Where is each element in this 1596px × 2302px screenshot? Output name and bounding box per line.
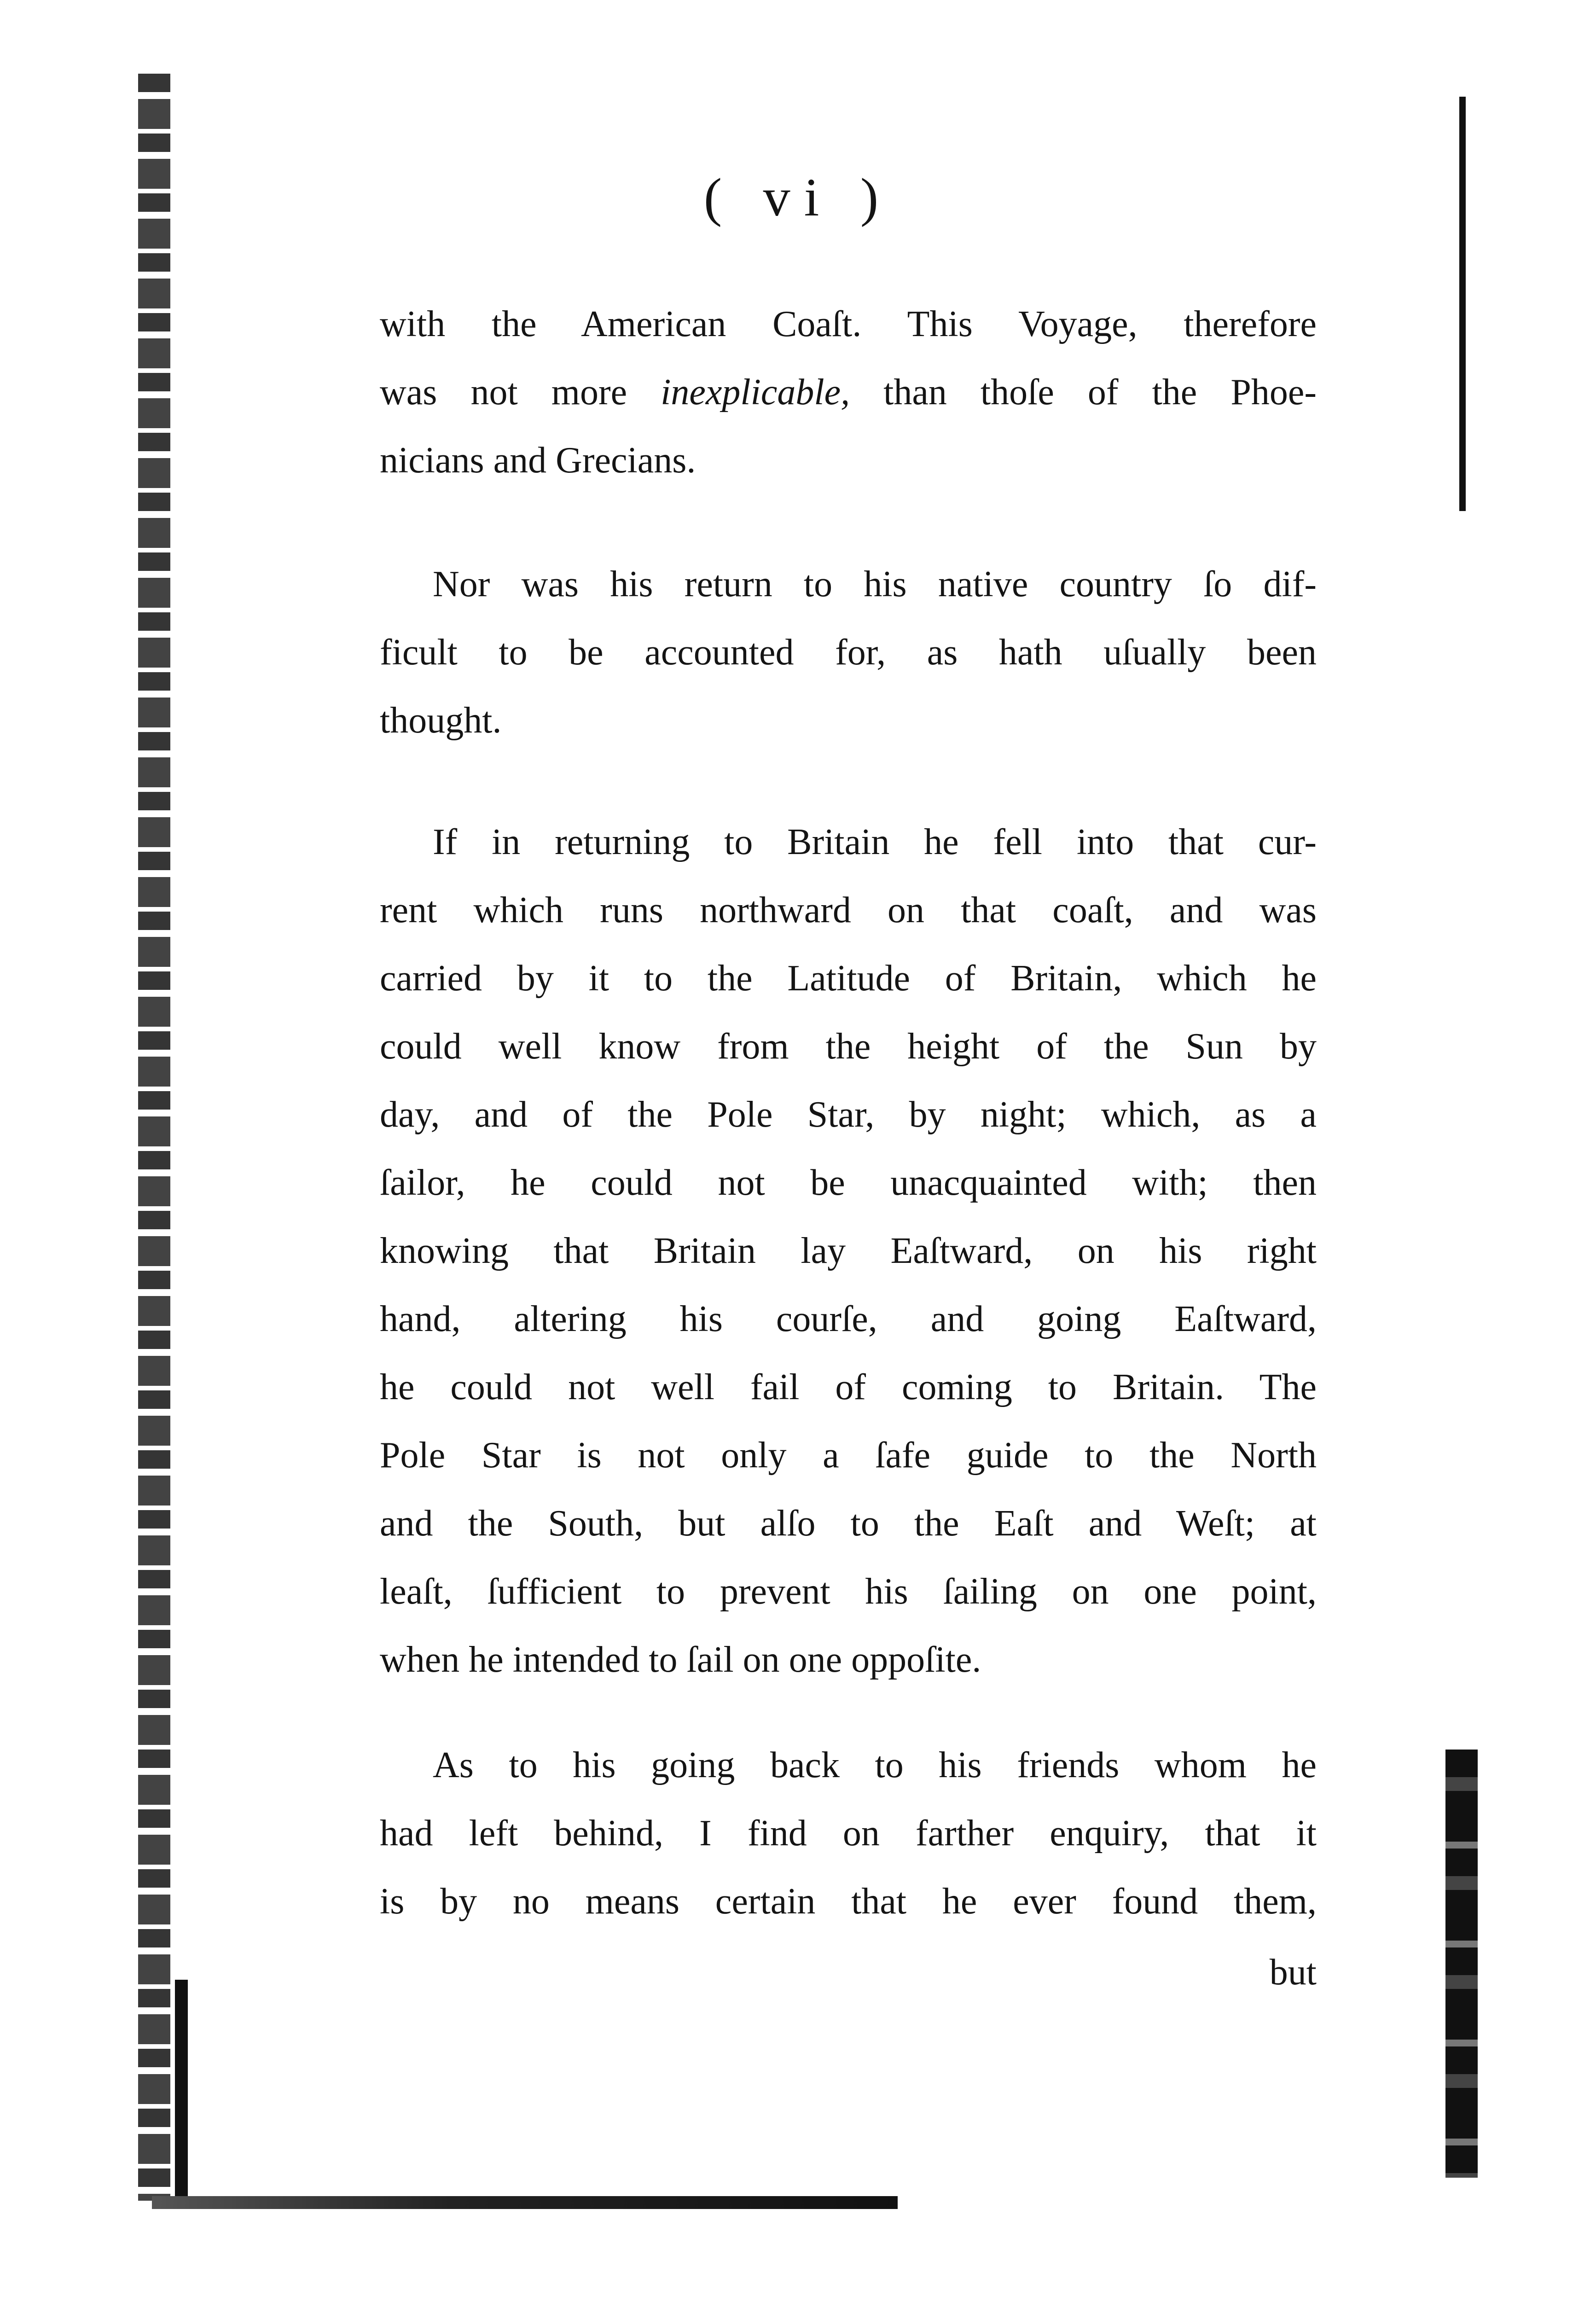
- paragraph-3: [380, 808, 1317, 1694]
- text-line: ſailor, he could not be unacquainted with; then: [380, 1163, 1317, 1203]
- paragraph-1: [380, 290, 1317, 494]
- text-line: day, and of the Pole Star, by night; which, as a: [380, 1094, 1317, 1135]
- text-line: ficult to be accounted for, as hath uſually been: [380, 632, 1317, 673]
- text-line: with the American Coaſt. This Voyage, therefore: [380, 304, 1317, 344]
- text-line: rent which runs northward on that coaſt, and was: [380, 890, 1317, 930]
- text-line: carried by it to the Latitude of Britain, which he: [380, 958, 1317, 999]
- page-right-edge-lower: [1445, 1750, 1478, 2178]
- text-line: If in returning to Britain he fell into that cur-: [433, 822, 1317, 862]
- text-line: he could not well fail of coming to Britain. The: [380, 1367, 1317, 1407]
- catchword: but: [1269, 1952, 1317, 1993]
- text-line: leaſt, ſufficient to prevent his ſailing on one point,: [380, 1571, 1317, 1612]
- text-line: hand, altering his courſe, and going Eaſtward,: [380, 1299, 1317, 1339]
- text-line: nicians and Grecians.: [380, 440, 696, 481]
- text-line: thought.: [380, 700, 502, 741]
- page-bottom-edge: [152, 2196, 898, 2209]
- italic-word: inexplicable,: [661, 372, 850, 413]
- text-line: knowing that Britain lay Eaſtward, on his right: [380, 1231, 1317, 1271]
- text-line: had left behind, I find on farther enquiry, that it: [380, 1813, 1317, 1854]
- page-binding-shadow-left: [138, 74, 170, 2201]
- paragraph-4: [380, 1731, 1317, 1936]
- text-line: when he intended to ſail on one oppoſite.: [380, 1639, 981, 1680]
- text-line: is by no means certain that he ever found them,: [380, 1881, 1317, 1922]
- text-line: As to his going back to his friends whom he: [433, 1745, 1317, 1785]
- text-line: could well know from the height of the Sun by: [380, 1026, 1317, 1067]
- text-line: Nor was his return to his native country ſo dif-: [433, 564, 1317, 605]
- page-right-edge-upper: [1459, 97, 1466, 511]
- paragraph-2: [380, 550, 1317, 755]
- page-number: ( vi ): [703, 167, 893, 227]
- text-line: and the South, but alſo to the Eaſt and Weſt; at: [380, 1503, 1317, 1544]
- text-line: was not more inexplicable, than thoſe of the Phoe-: [380, 372, 1317, 413]
- page-binding-edge: [175, 1980, 188, 2201]
- text-line: Pole Star is not only a ſafe guide to the North: [380, 1435, 1317, 1476]
